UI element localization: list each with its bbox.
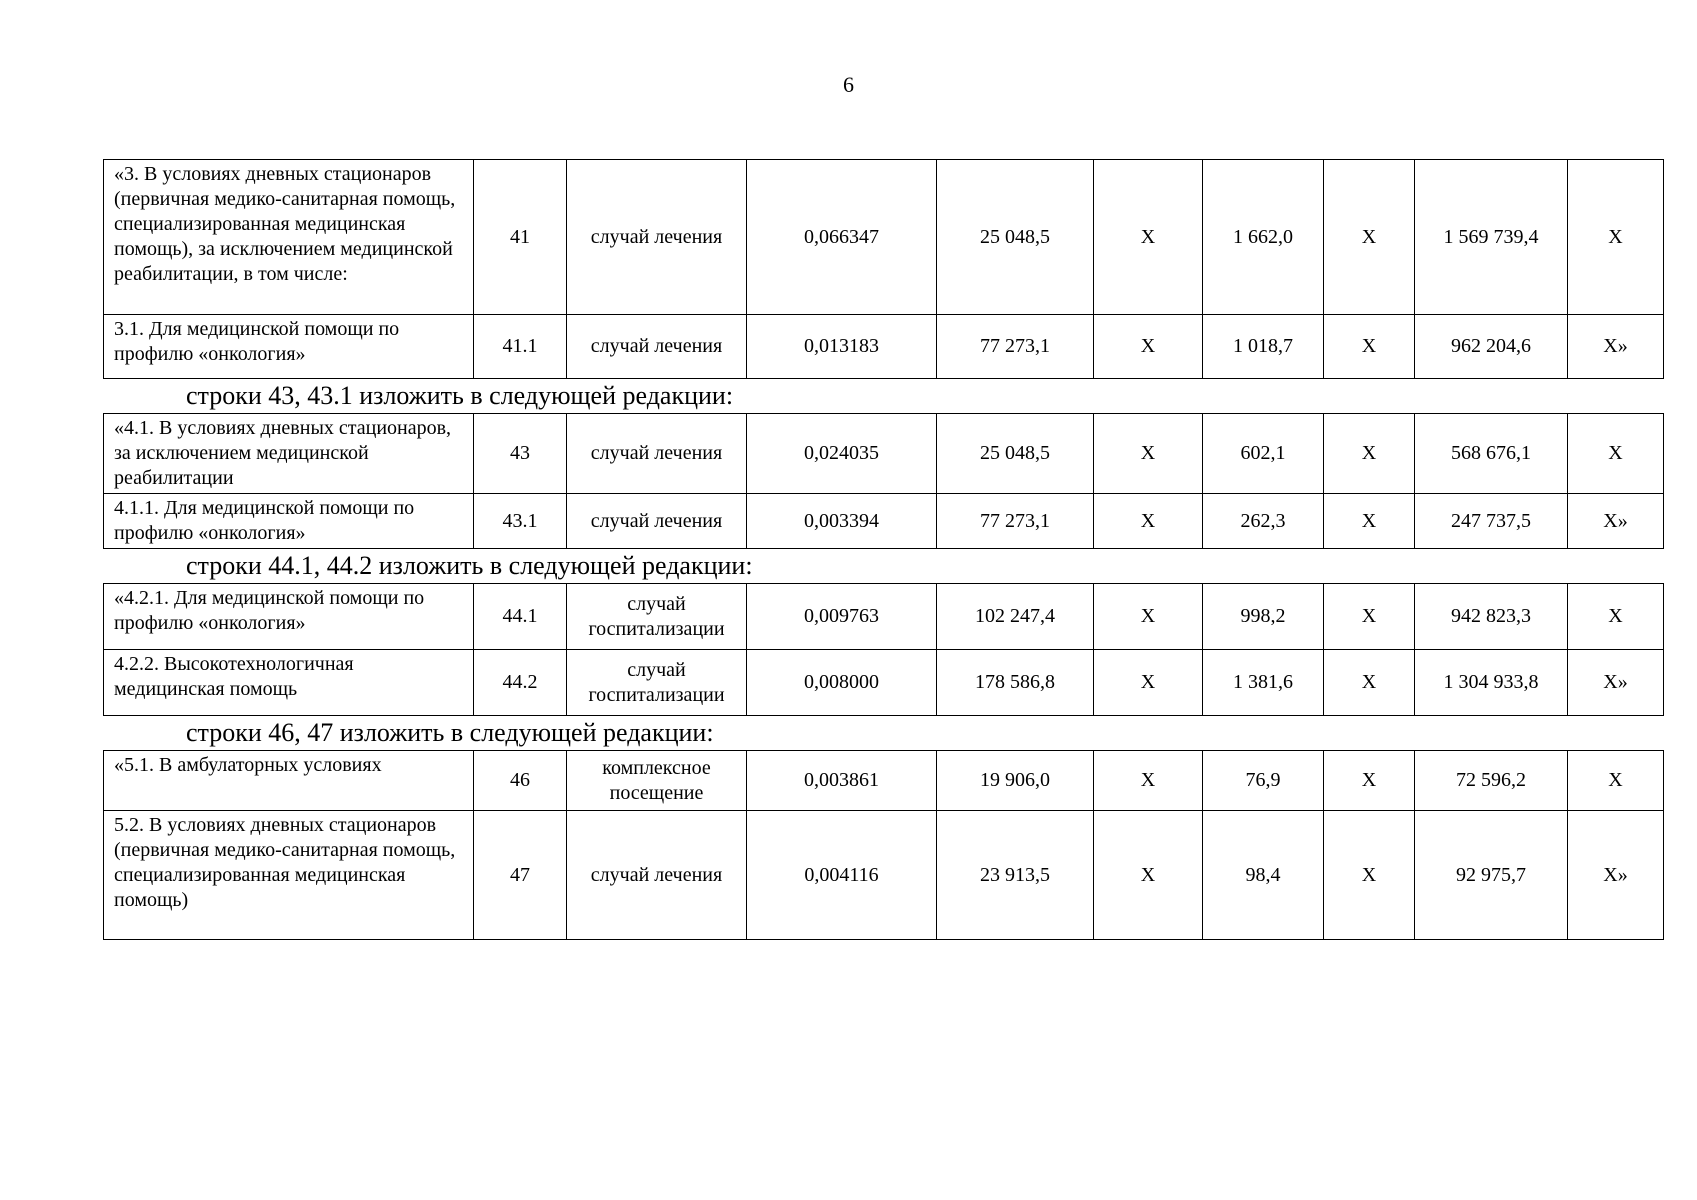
unit-of-measure: комплексное посещение xyxy=(567,751,747,811)
x-mark: X xyxy=(1324,751,1415,811)
x-mark: X xyxy=(1324,160,1415,315)
section-instruction: строки 44.1, 44.2 изложить в следующей редакции: xyxy=(186,551,753,580)
total-value: 1 304 933,8 xyxy=(1415,650,1568,716)
row-number: 43.1 xyxy=(474,494,567,549)
x-mark: X» xyxy=(1568,650,1664,716)
table-row xyxy=(104,160,1664,315)
per-capita-value: 1 018,7 xyxy=(1203,315,1324,379)
total-value: 72 596,2 xyxy=(1415,751,1568,811)
cost-value: 19 906,0 xyxy=(937,751,1094,811)
row-title: «4.2.1. Для медицинской помощи по профилю «онкология» xyxy=(104,584,474,650)
x-mark: X xyxy=(1094,811,1203,940)
unit-of-measure: случай лечения xyxy=(567,414,747,494)
x-mark: X xyxy=(1568,584,1664,650)
total-value: 942 823,3 xyxy=(1415,584,1568,650)
x-mark: X xyxy=(1324,494,1415,549)
row-title: 4.2.2. Высокотехнологичная медицинская помощь xyxy=(104,650,474,716)
per-capita-value: 98,4 xyxy=(1203,811,1324,940)
rate-value: 0,004116 xyxy=(747,811,937,940)
cost-value: 25 048,5 xyxy=(937,160,1094,315)
per-capita-value: 1 381,6 xyxy=(1203,650,1324,716)
x-mark: X xyxy=(1568,160,1664,315)
row-title: «4.1. В условиях дневных стационаров, за исключением медицинской реабилитации xyxy=(104,414,474,494)
rate-value: 0,008000 xyxy=(747,650,937,716)
cost-value: 23 913,5 xyxy=(937,811,1094,940)
x-mark: X xyxy=(1324,584,1415,650)
total-value: 247 737,5 xyxy=(1415,494,1568,549)
row-title: «3. В условиях дневных стационаров (первичная медико-санитарная помощь, специализированная медицинская помощь), за исключением медицинской реабилитации, в том числе: xyxy=(104,160,474,315)
table-row xyxy=(104,811,1664,940)
x-mark: X» xyxy=(1568,811,1664,940)
rate-value: 0,013183 xyxy=(747,315,937,379)
table-row xyxy=(104,584,1664,650)
per-capita-value: 262,3 xyxy=(1203,494,1324,549)
section-instruction: строки 46, 47 изложить в следующей редакции: xyxy=(186,718,714,747)
table-row xyxy=(104,315,1664,379)
x-mark: X xyxy=(1324,811,1415,940)
rate-value: 0,003861 xyxy=(747,751,937,811)
cost-value: 102 247,4 xyxy=(937,584,1094,650)
x-mark: X xyxy=(1094,494,1203,549)
total-value: 1 569 739,4 xyxy=(1415,160,1568,315)
row-number: 41 xyxy=(474,160,567,315)
unit-of-measure: случай лечения xyxy=(567,811,747,940)
x-mark: X» xyxy=(1568,315,1664,379)
row-number: 44.2 xyxy=(474,650,567,716)
row-number: 46 xyxy=(474,751,567,811)
table-row xyxy=(104,751,1664,811)
page-number: 6 xyxy=(843,72,854,97)
cost-value: 77 273,1 xyxy=(937,494,1094,549)
unit-of-measure: случай лечения xyxy=(567,160,747,315)
unit-of-measure: случай госпитализации xyxy=(567,584,747,650)
rate-value: 0,003394 xyxy=(747,494,937,549)
cost-value: 178 586,8 xyxy=(937,650,1094,716)
x-mark: X xyxy=(1094,650,1203,716)
unit-of-measure: случай лечения xyxy=(567,315,747,379)
row-number: 41.1 xyxy=(474,315,567,379)
x-mark: X xyxy=(1568,414,1664,494)
per-capita-value: 602,1 xyxy=(1203,414,1324,494)
section-instruction: строки 43, 43.1 изложить в следующей редакции: xyxy=(186,381,734,410)
document-body xyxy=(103,159,1663,940)
x-mark: X xyxy=(1094,414,1203,494)
row-number: 44.1 xyxy=(474,584,567,650)
table-row xyxy=(104,650,1664,716)
row-title: 4.1.1. Для медицинской помощи по профилю «онкология» xyxy=(104,494,474,549)
volume-table xyxy=(103,583,1664,716)
row-number: 43 xyxy=(474,414,567,494)
cost-value: 25 048,5 xyxy=(937,414,1094,494)
total-value: 92 975,7 xyxy=(1415,811,1568,940)
total-value: 568 676,1 xyxy=(1415,414,1568,494)
x-mark: X» xyxy=(1568,494,1664,549)
row-title: «5.1. В амбулаторных условиях xyxy=(104,751,474,811)
x-mark: X xyxy=(1094,160,1203,315)
x-mark: X xyxy=(1094,584,1203,650)
x-mark: X xyxy=(1094,315,1203,379)
per-capita-value: 998,2 xyxy=(1203,584,1324,650)
table-row xyxy=(104,414,1664,494)
per-capita-value: 1 662,0 xyxy=(1203,160,1324,315)
table-row xyxy=(104,494,1664,549)
unit-of-measure: случай лечения xyxy=(567,494,747,549)
total-value: 962 204,6 xyxy=(1415,315,1568,379)
volume-table xyxy=(103,750,1664,940)
row-title: 3.1. Для медицинской помощи по профилю «онкология» xyxy=(104,315,474,379)
x-mark: X xyxy=(1324,414,1415,494)
cost-value: 77 273,1 xyxy=(937,315,1094,379)
x-mark: X xyxy=(1324,650,1415,716)
row-number: 47 xyxy=(474,811,567,940)
volume-table xyxy=(103,413,1664,549)
rate-value: 0,024035 xyxy=(747,414,937,494)
volume-table xyxy=(103,159,1664,379)
per-capita-value: 76,9 xyxy=(1203,751,1324,811)
row-title: 5.2. В условиях дневных стационаров (первичная медико-санитарная помощь, специализированная медицинская помощь) xyxy=(104,811,474,940)
rate-value: 0,066347 xyxy=(747,160,937,315)
rate-value: 0,009763 xyxy=(747,584,937,650)
unit-of-measure: случай госпитализации xyxy=(567,650,747,716)
x-mark: X xyxy=(1324,315,1415,379)
x-mark: X xyxy=(1094,751,1203,811)
x-mark: X xyxy=(1568,751,1664,811)
